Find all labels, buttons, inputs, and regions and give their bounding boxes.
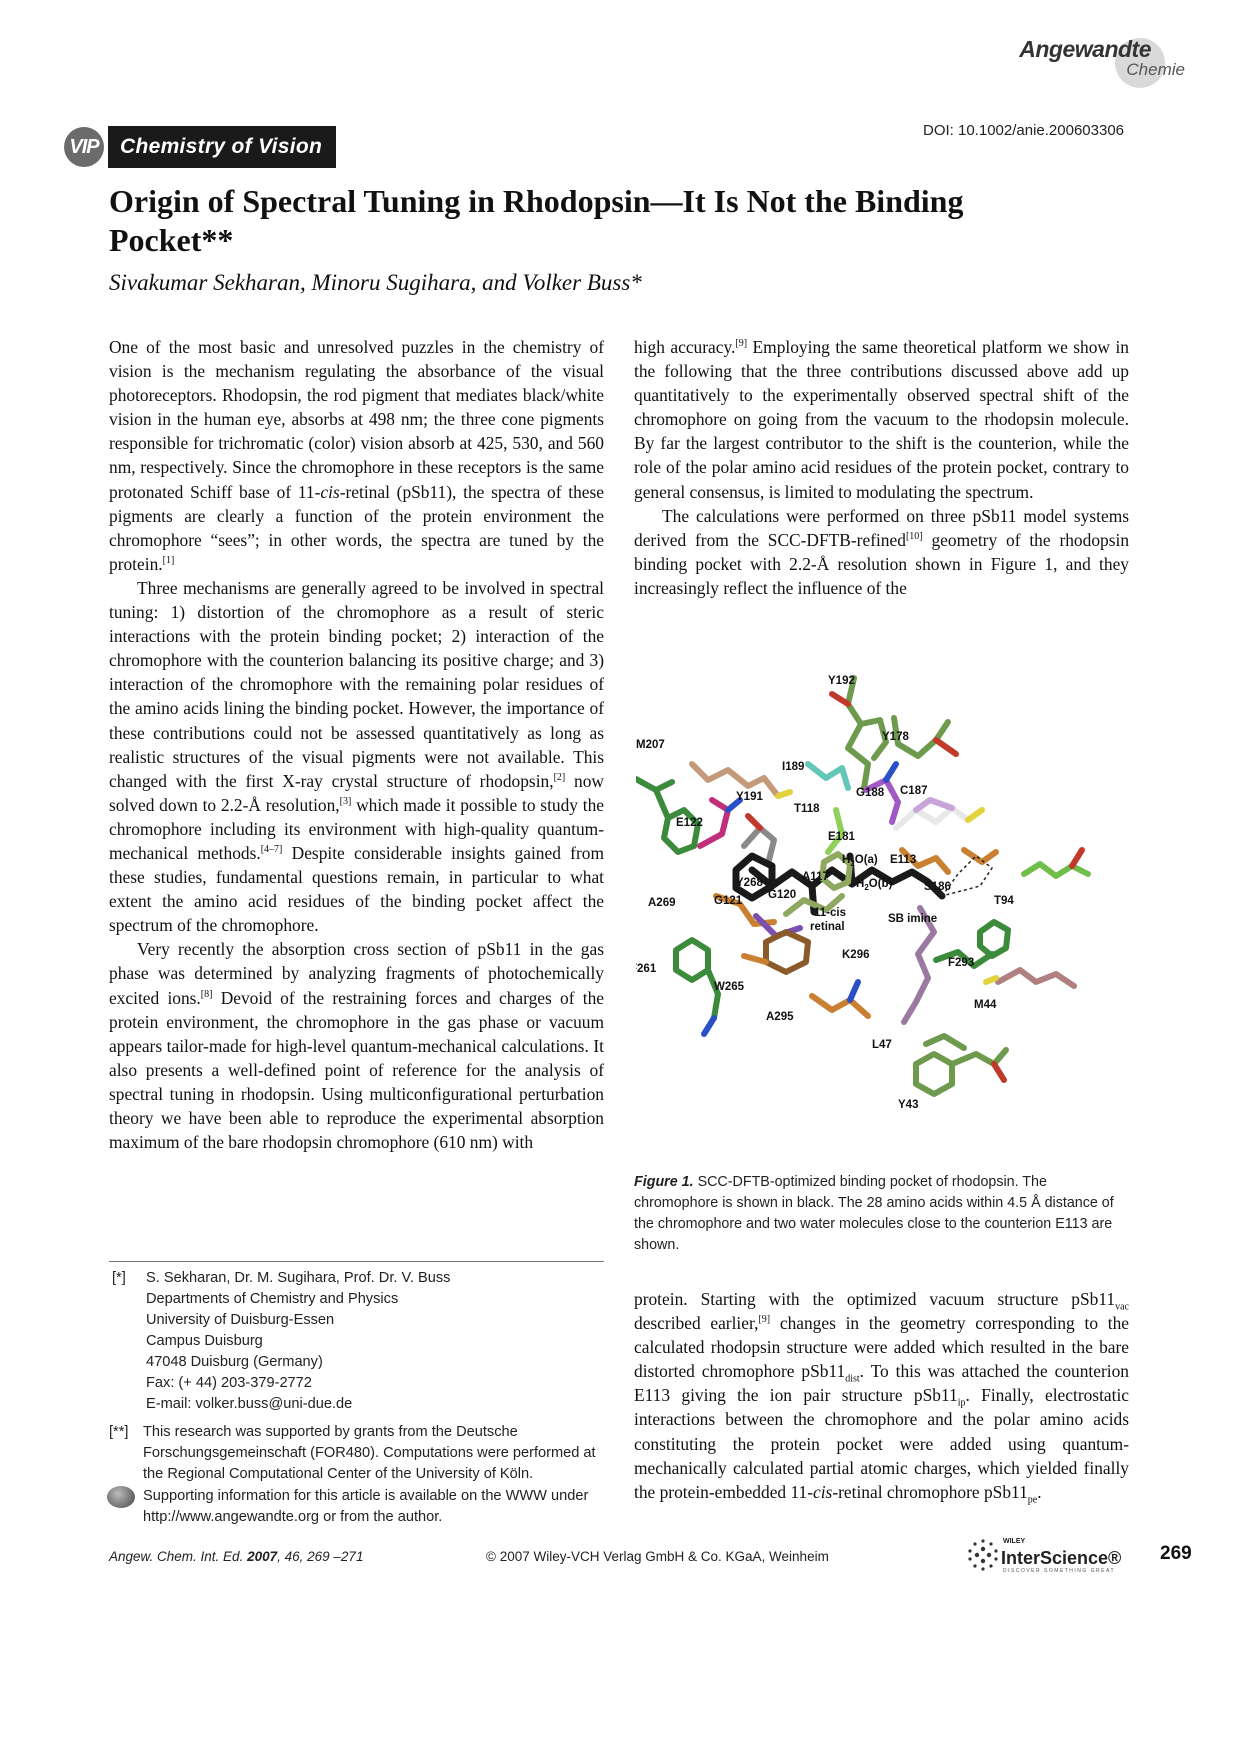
residue-m44-stick (998, 970, 1074, 986)
publisher-small: WILEY (1003, 1538, 1026, 1545)
residue-stick (744, 956, 766, 962)
residue-y43-stick (952, 1050, 1006, 1064)
text-run: Devoid of the restraining forces and charges of the protein environment, the chromophore in the gas phase or vacuum appears tailor-made for high-level quantum-mechanical calculations. It also presents a well-defined point of reference for the analysis of spectral tuning in rhodopsin. Using multiconfigurational perturbation theory we have been able to reproduce the experimental absorption maximum of the bare rhodopsin chromophore (610 nm) with (109, 987, 604, 1153)
residue-c187-stick (896, 808, 968, 828)
subscript: ip (957, 1397, 966, 1409)
bond-sulfur (968, 810, 982, 820)
residue-stick (916, 800, 952, 810)
article-authors: Sivakumar Sekharan, Minoru Sugihara, and Volker Buss* (109, 270, 642, 295)
label-t118: T118 (794, 803, 820, 815)
label-i189: I189 (782, 761, 805, 773)
residue-l47-stick (926, 1036, 964, 1048)
subscript: vac (1115, 1301, 1129, 1313)
citation-ref[interactable]: [9] (735, 338, 748, 350)
text-run: high accuracy. (634, 337, 736, 357)
italic-run: cis (813, 1481, 833, 1502)
bond-oxygen (748, 816, 760, 828)
supporting-info-icon (107, 1486, 135, 1508)
label-k296: K296 (842, 949, 870, 961)
paragraph-1 (109, 335, 604, 576)
label-text: O(b) (868, 878, 893, 890)
footnote-divider (109, 1261, 604, 1262)
citation-ref[interactable]: [8] (200, 988, 213, 1000)
footnote-funding (109, 1422, 604, 1485)
label-11-cis: 11-cis (814, 907, 846, 919)
body-column-right-top (634, 335, 1129, 600)
footnote-supporting-info (109, 1486, 604, 1528)
label-f293: F293 (948, 957, 975, 969)
page-number: 269 (1160, 1543, 1192, 1564)
ring-f293 (980, 922, 1008, 956)
text-run: Three mechanisms are generally agreed to be involved in spectral tuning: 1) distortion of the chromophore as a result of steric interactions with the protein binding pocket; 2) interaction of the chromophore with the counterion balancing its positive charge; and 3) interaction of the chromophore with the remaining polar residues of the amino acids lining the binding pocket. However, the importance of these contributions could not be assessed quantitatively as long as realistic structures of the visual pigments were not available. This changed with the first X-ray crystal structure of rhodopsin, (109, 577, 604, 791)
label-g120: G120 (768, 889, 797, 901)
label-text: O(a) (854, 854, 878, 866)
label-e122: E122 (676, 817, 703, 829)
label-c187: C187 (900, 785, 928, 797)
text-run: Despite considerable insights gained from these studies, fundamental questions remain, in particular to what extent the amino acid residues of the binding pocket affect the spectrum of the chromophore. (109, 842, 604, 936)
label-e113: E113 (890, 854, 917, 866)
affiliation-line: S. Sekharan, Dr. M. Sugihara, Prof. Dr. V. Buss (146, 1270, 451, 1286)
label-h2o-b (856, 878, 893, 892)
caption-text: SCC-DFTB-optimized binding pocket of rhodopsin. The chromophore is shown in black. The 28 amino acids within 4.5 Å distance of the chromophore and two water molecules close to the counterion E113 are shown. (634, 1174, 1114, 1253)
label-a269: A269 (648, 897, 676, 909)
footnote-mark: [**] (109, 1424, 129, 1440)
label-sb-imine: SB imine (888, 913, 938, 925)
residue-s186-stick (964, 850, 996, 862)
bond-oxygen (1072, 850, 1082, 866)
label-m44: M44 (974, 999, 997, 1011)
footnote-body (146, 1268, 607, 1415)
affiliation-line: Departments of Chemistry and Physics (146, 1291, 399, 1307)
label-h2o-a (842, 854, 878, 868)
label-y178: Y178 (882, 731, 909, 743)
label-s186: S186 (924, 881, 951, 893)
text-run: changes in the geometry corresponding to the calculated rhodopsin structure were added which resulted in the bare distorted chromophore pSb11 (634, 1313, 1129, 1382)
section-heading: Chemistry of Vision (108, 126, 336, 168)
label-a295: A295 (766, 1011, 794, 1023)
email-line[interactable]: E-mail: volker.buss@uni-due.de (146, 1396, 353, 1412)
figure-caption (634, 1172, 1122, 1256)
citation-ref[interactable]: [9] (758, 1314, 771, 1326)
italic-run: cis (320, 481, 340, 502)
text-run: which made it possible to study the chromophore including its environment with high-quality quantum-mechanical methods. (109, 794, 604, 863)
label-y268: Y268 (736, 877, 763, 889)
paragraph-5 (634, 504, 1129, 600)
footer-citation (109, 1549, 363, 1564)
label-g188: G188 (856, 787, 885, 799)
label-l47: L47 (872, 1039, 892, 1051)
label-t94: T94 (994, 895, 1014, 907)
label-w265: W265 (714, 981, 745, 993)
text-run: Employing the same theoretical platform we show in the following that the three contributions discussed above add up quantitatively to the experimentally observed spectral shift of the chromophore on going from the vacuum to the rhodopsin molecule. By far the largest contributor to the shift is the counterion, while the role of the polar amino acid residues of the protein pocket, contrary to general consensus, is limited to modulating the spectrum. (634, 337, 1129, 502)
bond-nitrogen (704, 1018, 714, 1034)
text-run: . To this was attached the counterion E113 giving the ion pair structure pSb11 (634, 1361, 1129, 1406)
text-run: . (1037, 1481, 1042, 1502)
interscience-logo (965, 1535, 1125, 1575)
text-run: now solved down to 2.2-Å resolution, (109, 770, 604, 815)
bond-nitrogen (850, 982, 858, 1000)
label-text: H (842, 854, 851, 866)
label-g121: G121 (714, 895, 743, 907)
vip-badge: VIP (64, 127, 104, 167)
text-run: -retinal chromophore pSb11 (832, 1481, 1028, 1502)
label-retinal: retinal (810, 921, 845, 933)
text-run: Very recently the absorption cross section of pSb11 in the gas phase was determined by analyzing fragments of photochemically excited ions. (109, 939, 604, 1008)
affiliation-line: University of Duisburg-Essen (146, 1312, 335, 1328)
citation-ref[interactable]: [4–7] (260, 844, 283, 856)
text-run: One of the most basic and unresolved puzzles in the chemistry of vision is the mechanism regulating the absorbance of the visual photoreceptors. Rhodopsin, the rod pigment that mediates black/white vision in the human eye, absorbs at 498 nm; the three cone pigments responsible for trichromatic (color) vision absorb at 425, 530, and 560 nm, respectively. Since the chromophore in these receptors is the same protonated Schiff base of 11- (109, 337, 604, 502)
doi[interactable]: DOI: 10.1002/anie.200603306 (923, 122, 1124, 139)
label-m207: M207 (636, 739, 665, 751)
footnote-body: This research was supported by grants from the Deutsche Forschungsgemeinschaft (FOR480). Computations were performed at the Regional Computational Center of the University of Köln. (143, 1424, 596, 1482)
paragraph-6 (634, 1287, 1129, 1504)
interscience-dots-icon (965, 1537, 1001, 1573)
residue-k296-stick (904, 908, 934, 1022)
paragraph-3 (109, 937, 604, 1154)
citation-ref[interactable]: [3] (339, 795, 352, 807)
affiliation-line: Campus Duisburg (146, 1333, 263, 1349)
bond-oxygen (936, 740, 956, 754)
bond-nitrogen (886, 764, 896, 780)
figure-label: Figure 1. (634, 1174, 694, 1190)
subscript: dist (845, 1373, 860, 1385)
text-run: -retinal (pSb11), the spectra of these pigments are clearly a function of the protein environment the chromophore “sees”; in other words, the spectra are tuned by the protein. (109, 481, 604, 574)
residue-f261-stick (708, 970, 718, 1018)
label-subscript: 2 (850, 859, 855, 868)
bond-oxygen (832, 694, 848, 704)
affiliation-line: 47048 Duisburg (Germany) (146, 1354, 323, 1370)
footnote-body[interactable]: Supporting information for this article is available on the WWW under http://www.angewandte.org or from the author. (143, 1488, 589, 1525)
ring-f261 (676, 940, 708, 980)
label-f261: 261 (637, 963, 657, 975)
body-column-left (109, 335, 604, 1154)
residue-y192-stick (848, 678, 868, 788)
publisher-brand: InterScience® (1001, 1548, 1122, 1568)
residue-h211-stick (700, 800, 728, 846)
label-text: H (856, 878, 865, 890)
affiliation-line: Fax: (+ 44) 203-379-2772 (146, 1375, 312, 1391)
subscript: pe (1027, 1494, 1038, 1506)
label-a117: A117 (802, 871, 829, 883)
paragraph-2 (109, 576, 604, 937)
footer-copyright: © 2007 Wiley-VCH Verlag GmbH & Co. KGaA, Weinheim (486, 1549, 829, 1564)
bond-oxygen (994, 1064, 1004, 1080)
citation-ref[interactable]: [1] (162, 555, 175, 567)
footnote-mark: [*] (112, 1270, 126, 1286)
paragraph-4 (634, 335, 1129, 504)
text-run: Angew. Chem. Int. Ed. (109, 1549, 248, 1564)
text-run: geometry of the rhodopsin binding pocket with 2.2-Å resolution shown in Figure 1, and they increasingly reflect the influence of the (634, 529, 1130, 598)
label-y191: Y191 (736, 791, 763, 803)
label-e181: E181 (828, 831, 855, 843)
bond-sulfur (986, 978, 996, 982)
article-title: Origin of Spectral Tuning in Rhodopsin—It Is Not the Binding Pocket** (109, 183, 964, 258)
figure-1-binding-pocket (636, 660, 1136, 1170)
text-run: described earlier, (634, 1313, 759, 1334)
residue-a295-stick (812, 996, 868, 1016)
footnote-affiliation (112, 1268, 607, 1415)
citation-ref[interactable]: [2] (553, 771, 566, 783)
journal-logo (1015, 34, 1185, 90)
residue-stick (656, 790, 668, 818)
label-subscript: 2 (864, 883, 869, 892)
residue-i189-stick (808, 764, 848, 788)
bond-sulfur (778, 792, 790, 796)
residue-m207-stick (692, 764, 778, 796)
text-run: , 46, 269 –271 (277, 1549, 364, 1564)
label-y192: Y192 (828, 675, 855, 687)
ring-w265 (766, 932, 808, 972)
text-run: The calculations were performed on three pSb11 model systems derived from the SCC-DFTB-refined (634, 505, 1129, 550)
molecular-structure-drawing (636, 660, 1136, 1170)
journal-logo-main: Angewandte (1019, 36, 1151, 62)
body-column-right-bottom (634, 1287, 1129, 1504)
publisher-tagline: DISCOVER SOMETHING GREAT (1003, 1568, 1116, 1574)
residue-t94-stick (1024, 864, 1088, 876)
text-run: 2007 (247, 1549, 278, 1564)
ring-y43 (916, 1054, 952, 1094)
text-run: . Finally, electrostatic interactions between the chromophore and the polar amino acids constituting the protein pocket were added using quantum-mechanically calculated partial atomic charges, which yielded finally the protein-embedded 11- (634, 1385, 1130, 1502)
label-y43: Y43 (898, 1099, 919, 1111)
citation-ref[interactable]: [10] (905, 530, 923, 542)
text-run: protein. Starting with the optimized vacuum structure pSb11 (634, 1289, 1116, 1309)
journal-logo-sub: Chemie (1126, 60, 1185, 79)
